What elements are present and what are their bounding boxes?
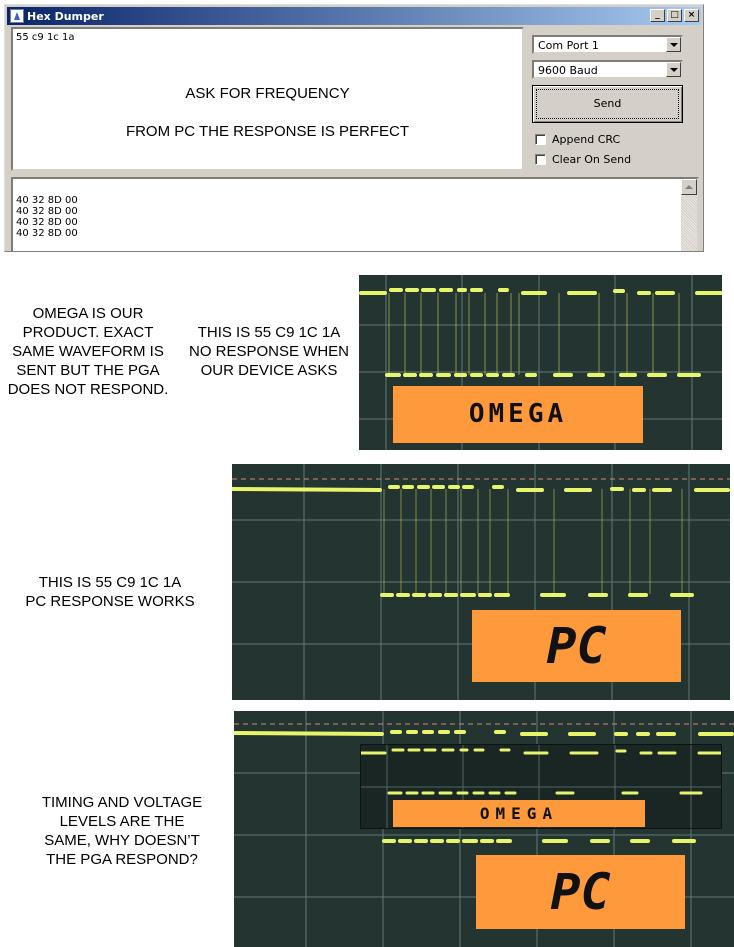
title-bar[interactable] [7,7,701,25]
response-lines [16,195,78,239]
overlay-note-ask-frequency: ASK FOR FREQUENCY [185,85,350,102]
clear-on-send-label: Clear On Send [552,152,632,166]
hex-dumper-window [4,4,704,252]
text-line: OUR DEVICE ASKS [200,362,338,379]
text-line: THIS IS 55 C9 1C 1A [38,574,182,591]
omega-scope-note [180,323,358,380]
text-line: SAME, WHY DOESN’T [44,832,200,849]
overlay-scope-capture [234,711,734,947]
text-line: THIS IS 55 C9 1C 1A [197,324,341,341]
chevron-down-icon[interactable] [666,62,681,77]
pc-overlay-label-note: PC [476,855,685,929]
response-line: 40 32 8D 00 [16,206,78,217]
text-line: LEVELS ARE THE [59,813,185,830]
omega-scope-capture [359,275,722,450]
response-line: 40 32 8D 00 [16,195,78,206]
overlay-note-pc-response: FROM PC THE RESPONSE IS PERFECT [125,123,410,140]
hex-input-textarea[interactable] [11,27,524,171]
title-buttons [650,9,699,22]
com-port-select[interactable] [532,35,683,54]
clear-on-send-checkbox[interactable] [535,154,546,165]
window-title: Hex Dumper [27,9,104,23]
scroll-up-arrow-icon[interactable] [681,179,697,195]
response-line: 40 32 8D 00 [16,228,78,239]
baud-rate-value: 9600 Baud [538,64,598,77]
omega-description [0,304,176,399]
hex-input-text: 55 c9 1c 1a [16,32,75,43]
text-line: SENT BUT THE PGA [16,362,160,379]
chevron-down-icon[interactable] [666,37,681,52]
clear-on-send-option[interactable] [532,149,686,169]
append-crc-label: Append CRC [552,132,621,146]
comparison-note [22,793,222,869]
send-button[interactable]: Send [532,85,683,123]
text-line: TIMING AND VOLTAGE [41,794,203,811]
append-crc-checkbox[interactable] [535,134,546,145]
pc-scope-capture [232,464,730,700]
append-crc-option[interactable] [532,129,686,149]
text-line: PRODUCT. EXACT [22,324,154,341]
text-line: SAME WAVEFORM IS [12,343,164,360]
app-icon [10,9,24,23]
text-line: OMEGA IS OUR [32,305,144,322]
settings-panel [532,35,686,169]
omega-label-note: OMEGA [393,386,643,443]
response-line: 40 32 8D 00 [16,217,78,228]
text-line: NO RESPONSE WHEN [188,343,350,360]
response-output[interactable] [11,177,699,252]
vertical-scrollbar[interactable] [681,179,697,252]
omega-inset-label-note: OMEGA [393,800,645,827]
text-line: PC RESPONSE WORKS [25,593,195,610]
text-line: THE PGA RESPOND? [46,851,198,868]
omega-inset-capture [360,744,722,829]
com-port-value: Com Port 1 [538,39,599,52]
close-button[interactable]: × [684,9,699,22]
pc-label-note: PC [472,610,681,682]
baud-rate-select[interactable] [532,60,683,79]
pc-scope-note [0,573,220,611]
maximize-button[interactable]: □ [667,9,682,22]
text-line: DOES NOT RESPOND. [7,381,169,398]
minimize-button[interactable]: _ [650,9,665,22]
